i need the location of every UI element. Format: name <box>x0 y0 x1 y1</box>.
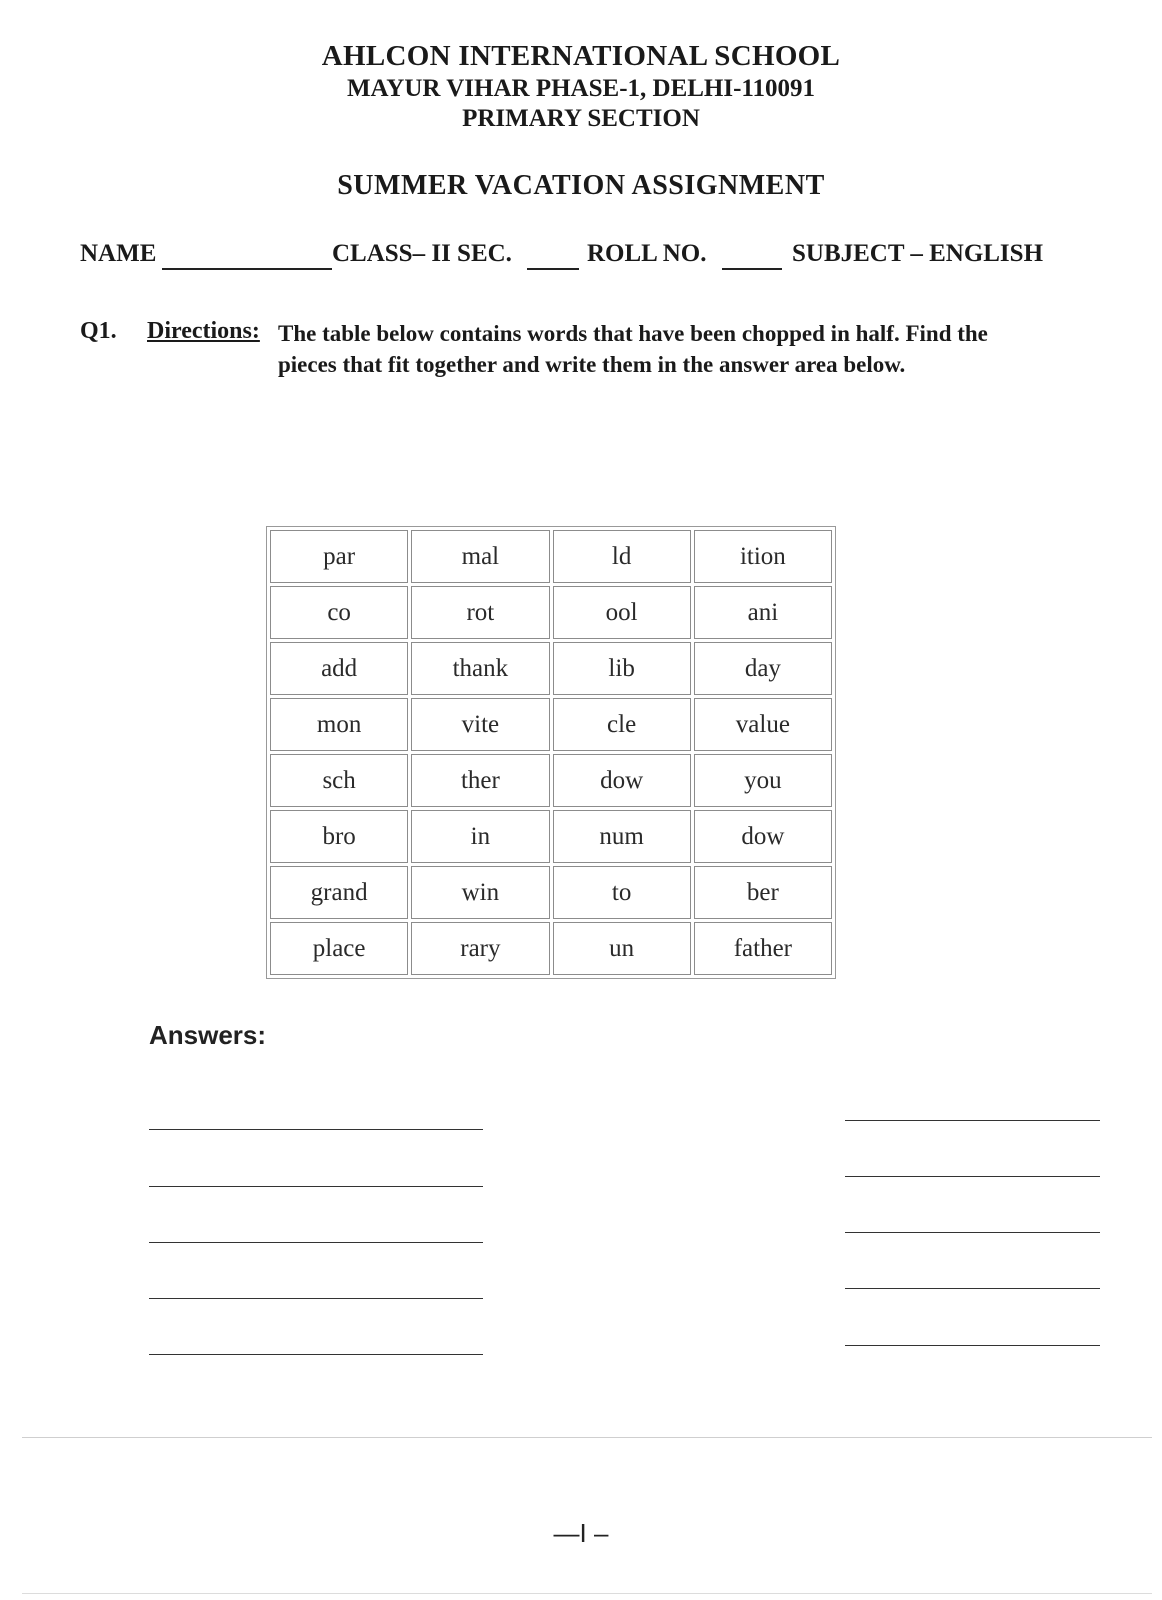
table-cell: num <box>553 810 691 863</box>
table-cell: mon <box>270 698 408 751</box>
table-cell: co <box>270 586 408 639</box>
table-cell: bro <box>270 810 408 863</box>
table-cell: rary <box>411 922 549 975</box>
roll-label: ROLL NO. <box>587 240 707 267</box>
class-label: CLASS– II SEC. <box>332 240 512 267</box>
school-address: MAYUR VIHAR PHASE-1, DELHI-110091 <box>346 75 816 102</box>
section-blank[interactable] <box>527 268 579 270</box>
answers-label: Answers: <box>149 1020 267 1050</box>
table-cell: ber <box>694 866 832 919</box>
subject-label: SUBJECT – ENGLISH <box>792 240 1044 267</box>
table-cell: lib <box>553 642 691 695</box>
answer-line-left-3[interactable] <box>149 1242 483 1243</box>
directions-label: Directions: <box>147 318 260 344</box>
page-bottom-edge <box>22 1593 1152 1594</box>
table-row <box>270 530 832 583</box>
table-cell: in <box>411 810 549 863</box>
answer-line-left-1[interactable] <box>149 1129 483 1130</box>
answer-line-right-2[interactable] <box>845 1176 1100 1177</box>
answer-line-left-2[interactable] <box>149 1186 483 1187</box>
table-cell: place <box>270 922 408 975</box>
table-cell: value <box>694 698 832 751</box>
roll-blank[interactable] <box>722 268 782 270</box>
table-row <box>270 586 832 639</box>
answer-line-right-4[interactable] <box>845 1288 1100 1289</box>
table-cell: dow <box>694 810 832 863</box>
word-pieces-table <box>266 526 836 979</box>
answer-line-left-5[interactable] <box>149 1354 483 1355</box>
table-cell: ition <box>694 530 832 583</box>
table-row <box>270 866 832 919</box>
table-row <box>270 698 832 751</box>
table-cell: un <box>553 922 691 975</box>
answer-line-left-4[interactable] <box>149 1298 483 1299</box>
table-cell: grand <box>270 866 408 919</box>
question-number: Q1. <box>80 318 117 344</box>
table-cell: day <box>694 642 832 695</box>
table-cell: sch <box>270 754 408 807</box>
assignment-title: SUMMER VACATION ASSIGNMENT <box>337 170 825 201</box>
table-cell: thank <box>411 642 549 695</box>
table-cell: cle <box>553 698 691 751</box>
table-row <box>270 922 832 975</box>
table-cell: add <box>270 642 408 695</box>
table-cell: ool <box>553 586 691 639</box>
name-blank[interactable] <box>162 268 332 270</box>
table-cell: rot <box>411 586 549 639</box>
table-cell: ani <box>694 586 832 639</box>
table-row <box>270 810 832 863</box>
table-cell: father <box>694 922 832 975</box>
table-cell: par <box>270 530 408 583</box>
table-row <box>270 754 832 807</box>
page-divider <box>22 1437 1152 1438</box>
table-row <box>270 642 832 695</box>
school-name: AHLCON INTERNATIONAL SCHOOL <box>321 40 841 72</box>
table-cell: vite <box>411 698 549 751</box>
answer-line-right-5[interactable] <box>845 1345 1100 1346</box>
table-cell: dow <box>553 754 691 807</box>
table-cell: ther <box>411 754 549 807</box>
page-number: —I – <box>553 1518 609 1548</box>
directions-text: The table below contains words that have been chopped in half. Find the pieces that fit together and write them in the answer area below. <box>278 321 988 377</box>
table-cell: mal <box>411 530 549 583</box>
answer-line-right-1[interactable] <box>845 1120 1100 1121</box>
answer-line-right-3[interactable] <box>845 1232 1100 1233</box>
table-cell: you <box>694 754 832 807</box>
name-label: NAME <box>80 240 157 267</box>
table-cell: to <box>553 866 691 919</box>
table-cell: ld <box>553 530 691 583</box>
student-info-row <box>80 240 1080 272</box>
table-cell: win <box>411 866 549 919</box>
school-section: PRIMARY SECTION <box>462 105 700 132</box>
